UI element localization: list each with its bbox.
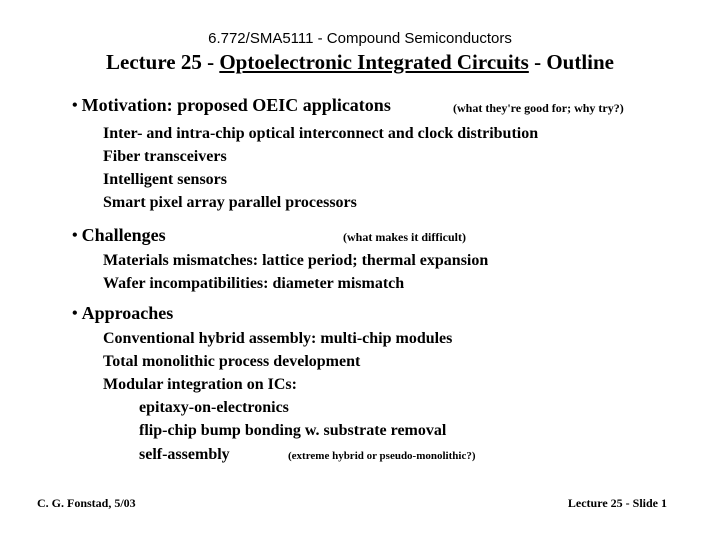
title-prefix: Lecture 25 -	[106, 50, 220, 74]
approaches-subnote: (extreme hybrid or pseudo-monolithic?)	[288, 450, 476, 462]
challenges-note: (what makes it difficult)	[343, 230, 466, 244]
bullet-dot-icon: •	[72, 227, 78, 244]
motivation-heading-text: Motivation: proposed OEIC applicatons	[81, 95, 391, 115]
challenges-heading	[72, 225, 166, 246]
footer-author: C. G. Fonstad, 5/03	[37, 496, 136, 510]
approaches-heading-text: Approaches	[81, 303, 174, 323]
motivation-note: (what they're good for; why try?)	[453, 101, 624, 115]
list-item: Total monolithic process development	[103, 353, 361, 370]
list-item: Materials mismatches: lattice period; thermal expansion	[103, 252, 489, 269]
list-item: Modular integration on ICs:	[103, 376, 297, 393]
course-title: 6.772/SMA5111 - Compound Semiconductors	[208, 30, 512, 47]
approaches-heading	[72, 303, 173, 324]
bullet-dot-icon: •	[72, 97, 78, 114]
list-item: Inter- and intra-chip optical interconnect and clock distribution	[103, 125, 539, 142]
title-suffix: - Outline	[528, 50, 614, 74]
title-topic: Optoelectronic Integrated Circuits	[219, 50, 529, 74]
motivation-heading	[72, 95, 391, 116]
challenges-heading-text: Challenges	[81, 225, 166, 245]
page-title	[0, 50, 720, 75]
sub-list-item: epitaxy-on-electronics	[139, 399, 289, 416]
bullet-dot-icon: •	[72, 305, 78, 322]
sub-list-item: self-assembly	[139, 446, 230, 463]
list-item: Smart pixel array parallel processors	[103, 194, 357, 211]
footer-slide-number: Lecture 25 - Slide 1	[567, 496, 667, 510]
sub-list-item: flip-chip bump bonding w. substrate removal	[139, 422, 447, 439]
list-item: Fiber transceivers	[103, 148, 227, 165]
list-item: Intelligent sensors	[103, 171, 227, 188]
list-item: Conventional hybrid assembly: multi-chip modules	[103, 330, 453, 347]
list-item: Wafer incompatibilities: diameter mismatch	[103, 275, 405, 292]
